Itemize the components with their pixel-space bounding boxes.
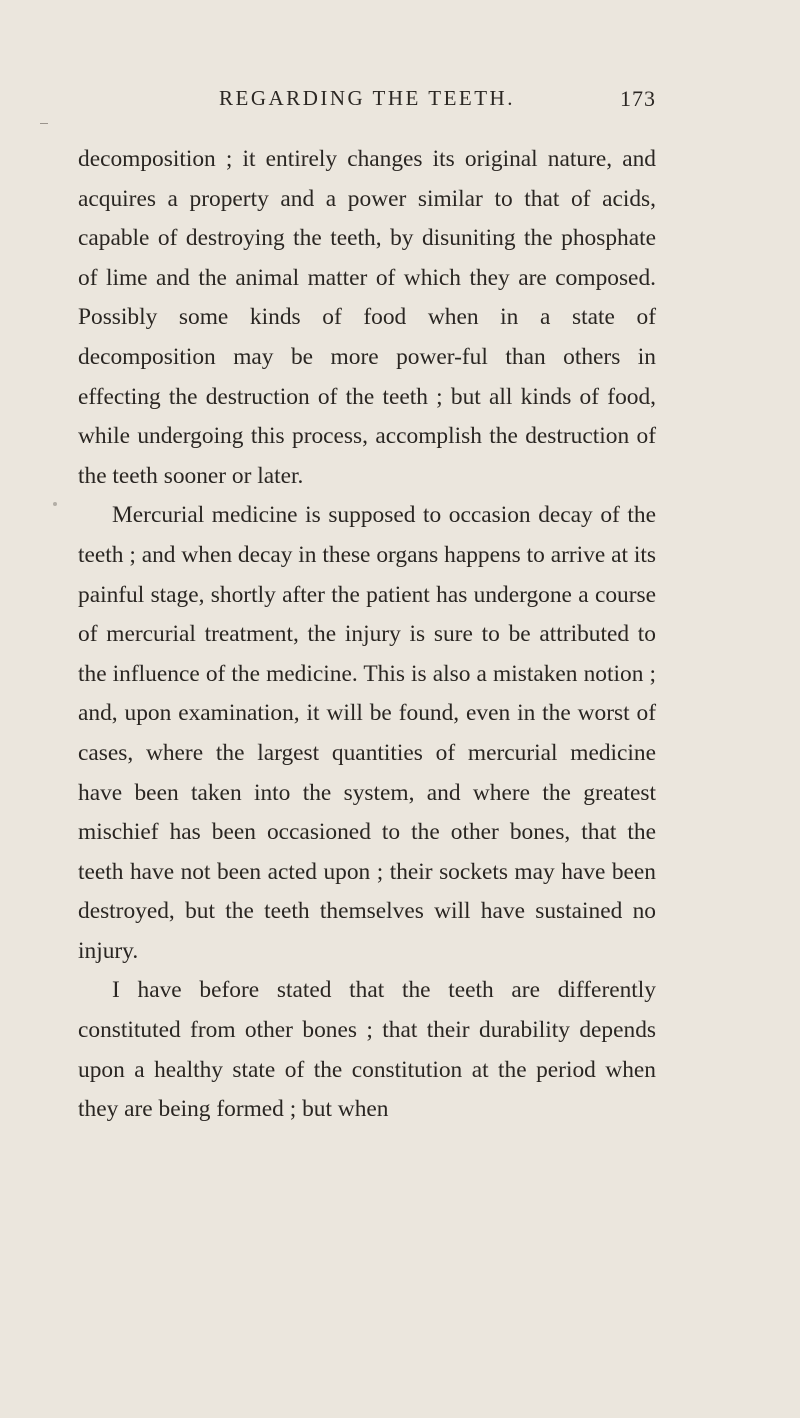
margin-speck bbox=[53, 502, 57, 506]
body-text bbox=[78, 140, 656, 1130]
paragraph-teeth-constitution: I have before stated that the teeth are differently constituted from other bones ; that their durability depends upon a healthy state of the constitution at the period when they are being formed ; but when bbox=[78, 977, 656, 1123]
margin-mark bbox=[40, 123, 48, 124]
page-number: 173 bbox=[620, 86, 656, 111]
running-title: REGARDING THE TEETH. bbox=[219, 86, 515, 110]
paragraph-continuation: decomposition ; it entirely changes its original nature, and acquires a property and a power similar to that of acids, capable of destroying the teeth, by disuniting the phosphate of lime and the animal matter of which they are composed. Possibly some kinds of food when in a state of decomposition may be more power-ful than others in effecting the destruction of the teeth ; but all kinds of food, while undergoing this process, accomplish the destruction of the teeth sooner or later. bbox=[78, 146, 656, 489]
running-header bbox=[78, 86, 656, 116]
paragraph-mercurial-medicine: Mercurial medicine is supposed to occasion decay of the teeth ; and when decay in these organs happens to arrive at its painful stage, shortly after the patient has undergone a course of mercurial treatment, the injury is sure to be attributed to the influence of the medicine. This is also a mistaken notion ; and, upon examination, it will be found, even in the worst of cases, where the largest quantities of mercurial medicine have been taken into the system, and where the greatest mischief has been occasioned to the other bones, that the teeth have not been acted upon ; their sockets may have been destroyed, but the teeth themselves will have sustained no injury. bbox=[78, 502, 656, 964]
